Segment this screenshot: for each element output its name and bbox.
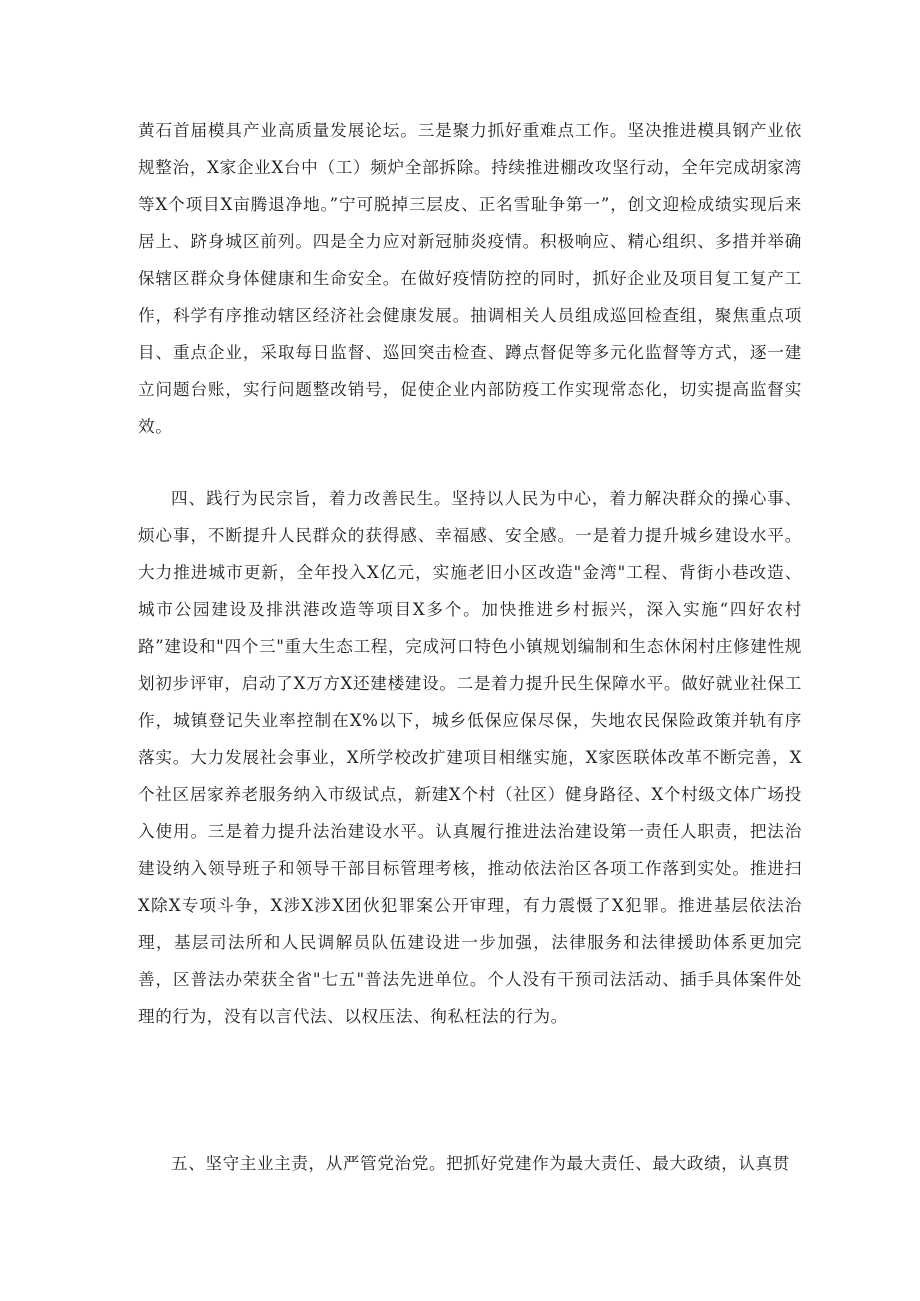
- paragraph-section-four: 四、践行为民宗旨，着力改善民生。坚持以人民为中心，着力解决群众的操心事、烦心事，不断提升人民群众的获得感、幸福感、安全感。一是着力提升城乡建设水平。大力推进城市更新，全年投入X亿元，实施老旧小区改造"金湾"工程、背街小巷改造、城市公园建设及排洪港改造等项目X多个。加快推进乡村振兴，深入实施“四好农村路”建设和"四个三"重大生态工程，完成河口特色小镇规划编制和生态休闲村庄修建性规划初步评审，启动了X万方X还建楼建设。二是着力提升民生保障水平。做好就业社保工作，城镇登记失业率控制在X%以下，城乡低保应保尽保，失地农民保险政策并轨有序落实。大力发展社会事业，X所学校改扩建项目相继实施，X家医联体改革不断完善，X个社区居家养老服务纳入市级试点，新建X个村（社区）健身路径、X个村级文体广场投入使用。三是着力提升法治建设水平。认真履行推进法治建设第一责任人职责，把法治建设纳入领导班子和领导干部目标管理考核，推动依法治区各项工作落到实处。推进扫X除X专项斗争，X涉X涉X团伙犯罪案公开审理，有力震慑了X犯罪。推进基层依法治理，基层司法所和人民调解员队伍建设进一步加强，法律服务和法律援助体系更加完善，区普法办荣获全省"七五"普法先进单位。个人没有干预司法活动、插手具体案件处理的行为，没有以言代法、以权压法、徇私枉法的行为。: [138, 489, 802, 1026]
- paragraph-continuation: 黄石首届模具产业高质量发展论坛。三是聚力抓好重难点工作。坚决推进模具钢产业依规整治，X家企业X台中（工）频炉全部拆除。持续推进棚改攻坚行动，全年完成胡家湾等X个项目X亩腾退净地。”宁可脱掉三层皮、正名雪耻争第一”，创文迎检成绩实现后来居上、跻身城区前列。四是全力应对新冠肺炎疫情。积极响应、精心组织、多措并举确保辖区群众身体健康和生命安全。在做好疫情防控的同时，抓好企业及项目复工复产工作，科学有序推动辖区经济社会健康发展。抽调相关人员组成巡回检查组，聚焦重点项目、重点企业，采取每日监督、巡回突击检查、蹲点督促等多元化监督等方式，逐一建立问题台账，实行问题整改销号，促使企业内部防疫工作实现常态化，切实提高监督实效。: [138, 121, 802, 436]
- paragraph-section-five: 五、坚守主业主责，从严管党治党。把抓好党建作为最大责任、最大政绩，认真贯: [171, 1154, 790, 1173]
